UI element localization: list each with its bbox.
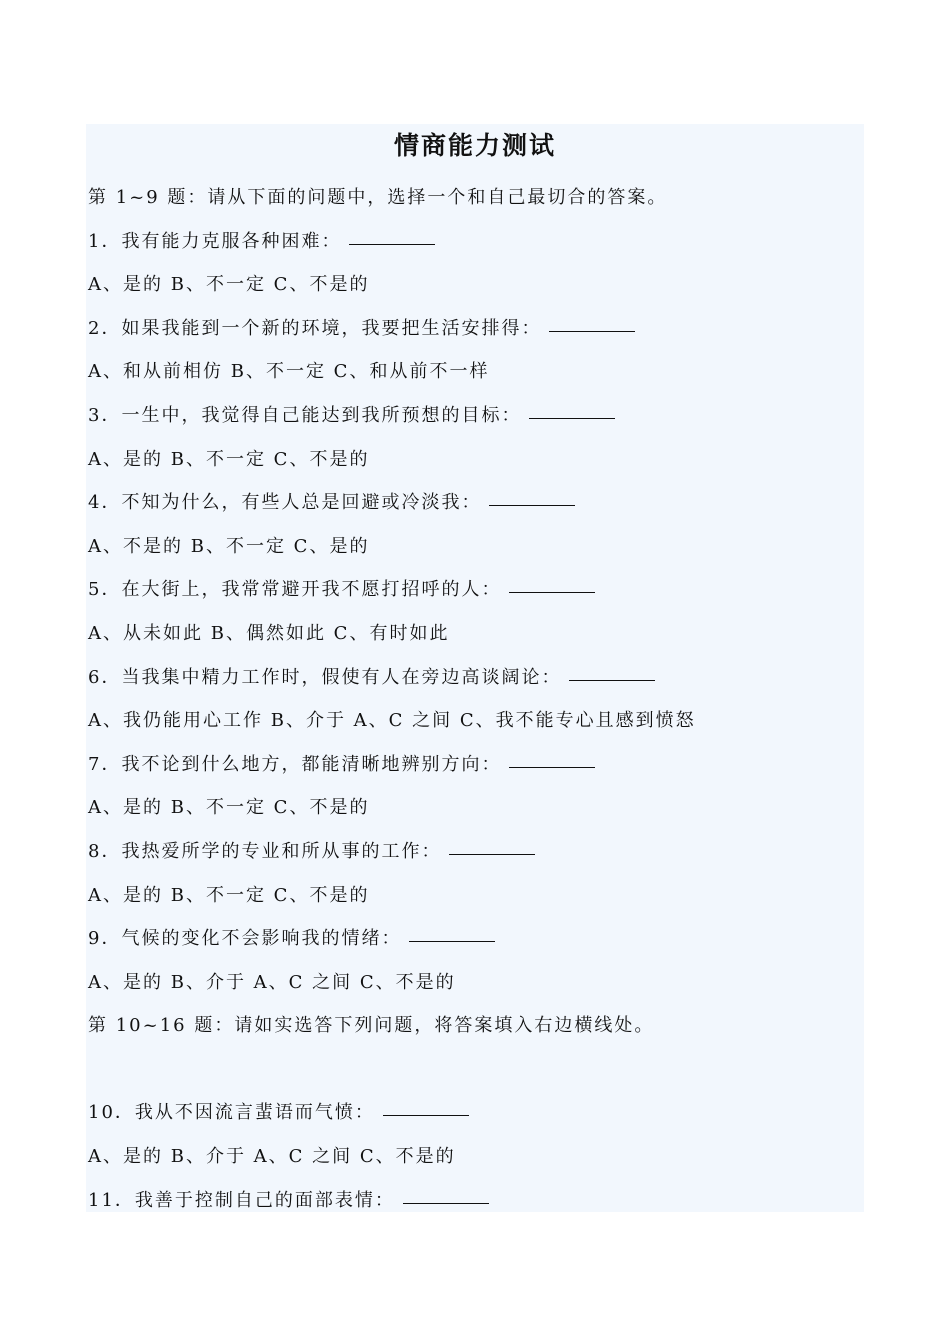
answer-options: A、是的 B、不一定 C、不是的 (88, 274, 370, 296)
question-text: 5．在大街上，我常常避开我不愿打招呼的人： (88, 579, 502, 601)
spacer (88, 1048, 858, 1092)
section-intro: 第 10~16 题：请如实选答下列问题，将答案填入右边横线处。 (88, 1015, 655, 1037)
question (88, 830, 858, 874)
question-text: 8．我热爱所学的专业和所从事的工作： (88, 840, 442, 862)
answer-options: A、是的 B、不一定 C、不是的 (88, 448, 370, 470)
question-text: 7．我不论到什么地方，都能清晰地辨别方向： (88, 753, 502, 775)
question (88, 917, 858, 961)
question-text: 6．当我集中精力工作时，假使有人在旁边高谈阔论： (88, 666, 562, 688)
question-text: 9．气候的变化不会影响我的情绪： (88, 928, 402, 950)
answer-options: A、是的 B、不一定 C、不是的 (88, 797, 370, 819)
answer-options: A、不是的 B、不一定 C、是的 (88, 535, 370, 557)
answer-blank[interactable] (349, 243, 435, 245)
answer-blank[interactable] (383, 1114, 469, 1116)
question (88, 481, 858, 525)
section-intro: 第 1~9 题：请从下面的问题中，选择一个和自己最切合的答案。 (88, 187, 668, 208)
answer-options: A、和从前相仿 B、不一定 C、和从前不一样 (88, 361, 490, 383)
question-list (88, 176, 858, 1222)
answer-options: A、从未如此 B、偶然如此 C、有时如此 (88, 622, 450, 644)
question (88, 568, 858, 612)
answer-blank[interactable] (449, 853, 535, 855)
question (88, 1179, 858, 1223)
page-title: 情商能力测试 (393, 131, 556, 160)
question-text: 1．我有能力克服各种困难： (88, 230, 342, 252)
question (88, 307, 858, 351)
question-text: 4．不知为什么，有些人总是回避或冷淡我： (88, 492, 482, 514)
answer-blank[interactable] (509, 591, 595, 593)
question-text: 3．一生中，我觉得自己能达到我所预想的目标： (88, 404, 522, 426)
question (88, 743, 858, 787)
question (88, 220, 858, 264)
answer-blank[interactable] (569, 679, 655, 681)
answer-blank[interactable] (529, 417, 615, 419)
answer-blank[interactable] (409, 940, 495, 942)
answer-blank[interactable] (549, 330, 635, 332)
question-text: 11．我善于控制自己的面部表情： (88, 1189, 395, 1211)
answer-blank[interactable] (403, 1202, 489, 1204)
question-text: 10．我从不因流言蜚语而气愤： (88, 1102, 375, 1124)
answer-blank[interactable] (489, 504, 575, 506)
answer-blank[interactable] (509, 766, 595, 768)
question (88, 394, 858, 438)
question (88, 656, 858, 700)
answer-options: A、是的 B、介于 A、C 之间 C、不是的 (88, 1146, 456, 1168)
question (88, 1091, 858, 1135)
answer-options: A、是的 B、介于 A、C 之间 C、不是的 (88, 971, 456, 993)
answer-options: A、我仍能用心工作 B、介于 A、C 之间 C、我不能专心且感到愤怒 (88, 710, 696, 732)
question-text: 2．如果我能到一个新的环境，我要把生活安排得： (88, 317, 542, 339)
answer-options: A、是的 B、不一定 C、不是的 (88, 884, 370, 906)
